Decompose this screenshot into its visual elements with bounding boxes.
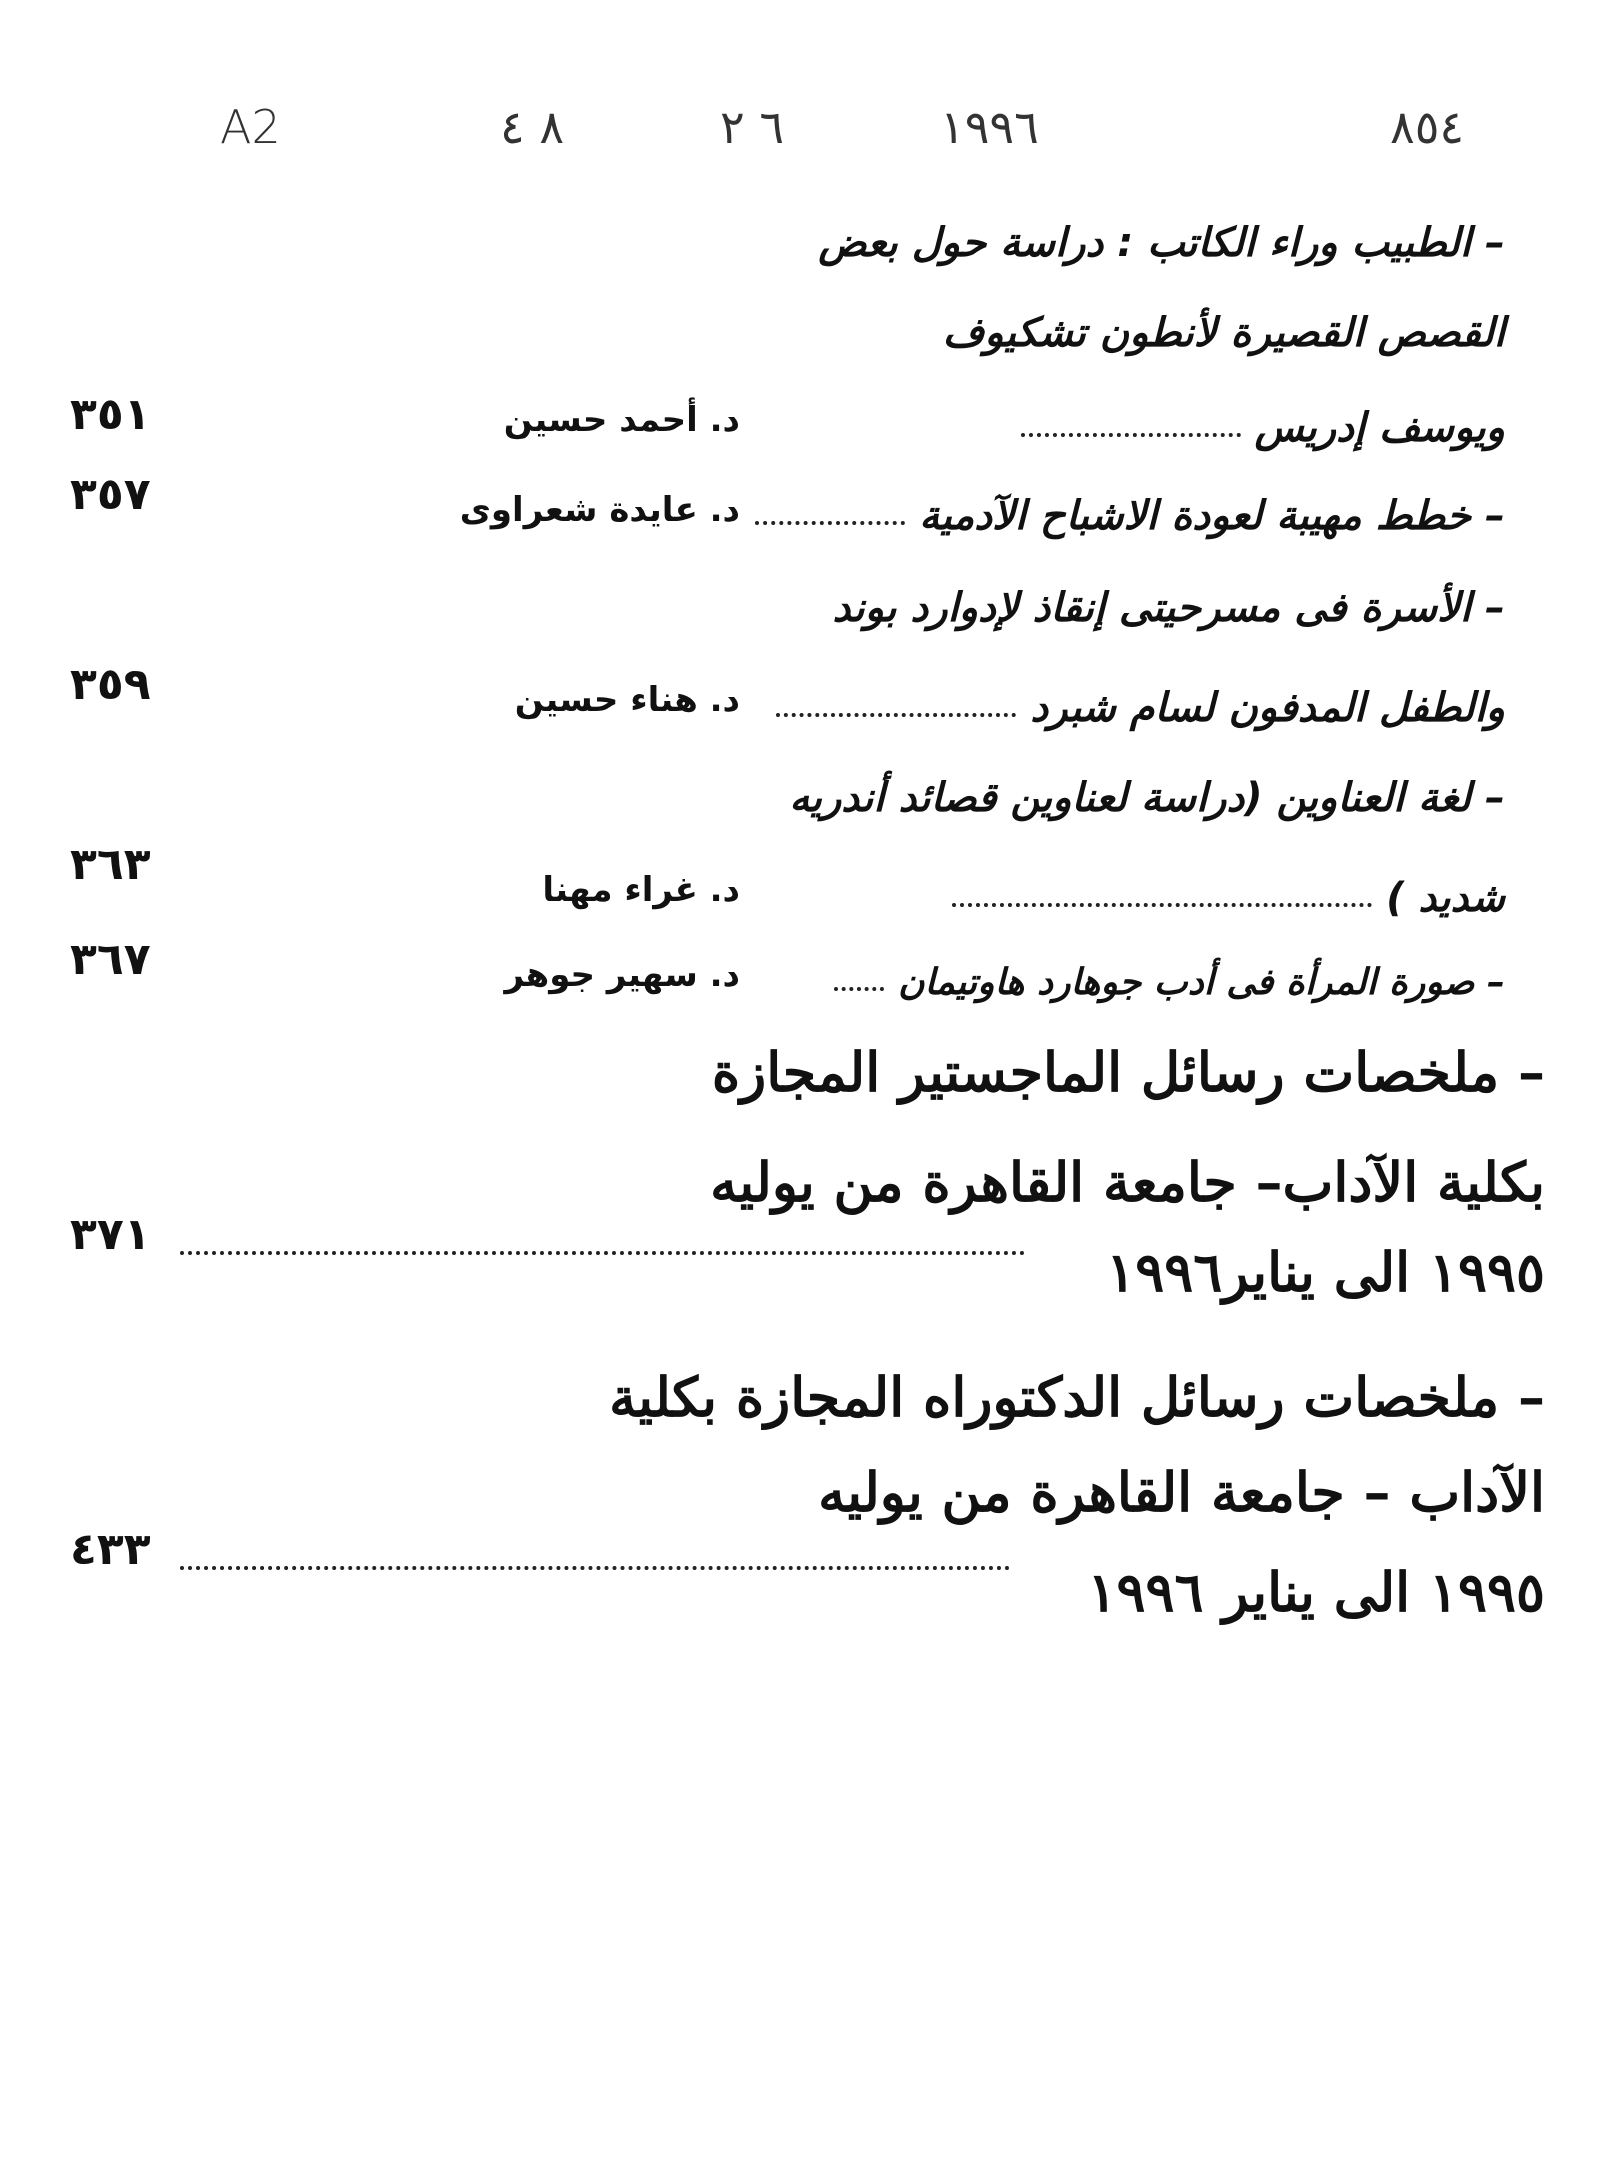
toc-entry-author: د. أحمد حسين bbox=[503, 400, 740, 440]
toc-entry-title bbox=[762, 680, 1505, 736]
toc-entry-author: د. سهير جوهر bbox=[504, 955, 740, 995]
toc-section-title: بكلية الآداب– جامعة القاهرة من يوليه bbox=[710, 1150, 1545, 1214]
leader-dots bbox=[952, 893, 1372, 907]
toc-entry-author: د. هناء حسين bbox=[514, 680, 740, 720]
leader-dots bbox=[776, 703, 1016, 717]
toc-entry-title bbox=[1007, 400, 1505, 456]
toc-entry-title: – لغة العناوين (دراسة لعناوين قصائد أندريه bbox=[789, 775, 1505, 821]
leader-dots bbox=[834, 977, 884, 991]
toc-entry-title: – الأسرة فى مسرحيتى إنقاذ لإدوارد بوند bbox=[832, 585, 1505, 631]
toc-section-title: ١٩٩٥ الى يناير ١٩٩٦ bbox=[1087, 1560, 1545, 1624]
toc-entry-title-end: شديد ) bbox=[1386, 875, 1505, 921]
toc-section-title: الآداب – جامعة القاهرة من يوليه bbox=[818, 1460, 1545, 1524]
toc-entry-title-end: – صورة المرأة فى أدب جوهارد هاوتيمان bbox=[898, 962, 1505, 1003]
toc-entry-page: ٤٣٣ bbox=[70, 1524, 151, 1575]
handwritten-mark: ٦ ٢ bbox=[720, 100, 785, 154]
toc-entry-author: د. عايدة شعراوى bbox=[459, 490, 740, 530]
leader-dots bbox=[180, 1560, 1010, 1570]
handwritten-mark: ١٩٩٦ bbox=[940, 100, 1039, 154]
handwritten-mark: A2 bbox=[220, 100, 281, 154]
toc-entry-page: ٣٥٩ bbox=[70, 659, 151, 710]
leader-dots bbox=[755, 511, 905, 525]
toc-entry-title bbox=[820, 955, 1505, 1011]
leader-dots bbox=[180, 1245, 1025, 1255]
toc-entry-page: ٣٥١ bbox=[70, 389, 151, 440]
toc-entry-page: ٣٦٣ bbox=[70, 839, 151, 890]
leader-dots bbox=[1021, 423, 1241, 437]
toc-entry-author: د. غراء مهنا bbox=[542, 870, 740, 910]
toc-entry-title: القصص القصيرة لأنطون تشكيوف bbox=[942, 310, 1505, 356]
handwritten-mark: ٨ ٤ bbox=[500, 100, 565, 154]
toc-entry-title-end: والطفل المدفون لسام شبرد bbox=[1030, 685, 1505, 731]
toc-section-title: – ملخصات رسائل الدكتوراه المجازة بكلية bbox=[609, 1365, 1545, 1429]
toc-entry-page: ٣٥٧ bbox=[70, 469, 151, 520]
toc-entry-title: – الطبيب وراء الكاتب : دراسة حول بعض bbox=[818, 220, 1505, 266]
toc-entry-title bbox=[938, 870, 1505, 926]
toc-entry-title-end: – خطط مهيبة لعودة الاشباح الآدمية bbox=[919, 493, 1505, 539]
toc-entry-title bbox=[741, 488, 1505, 544]
handwritten-mark: ٨٥٤ bbox=[1390, 100, 1465, 154]
toc-entry-title-end: ويوسف إدريس bbox=[1254, 405, 1505, 451]
toc-entry-page: ٣٦٧ bbox=[70, 934, 151, 985]
toc-entry-page: ٣٧١ bbox=[70, 1209, 151, 1260]
toc-section-title: ١٩٩٥ الى يناير١٩٩٦ bbox=[1106, 1240, 1545, 1304]
toc-section-title: – ملخصات رسائل الماجستير المجازة bbox=[711, 1040, 1545, 1104]
